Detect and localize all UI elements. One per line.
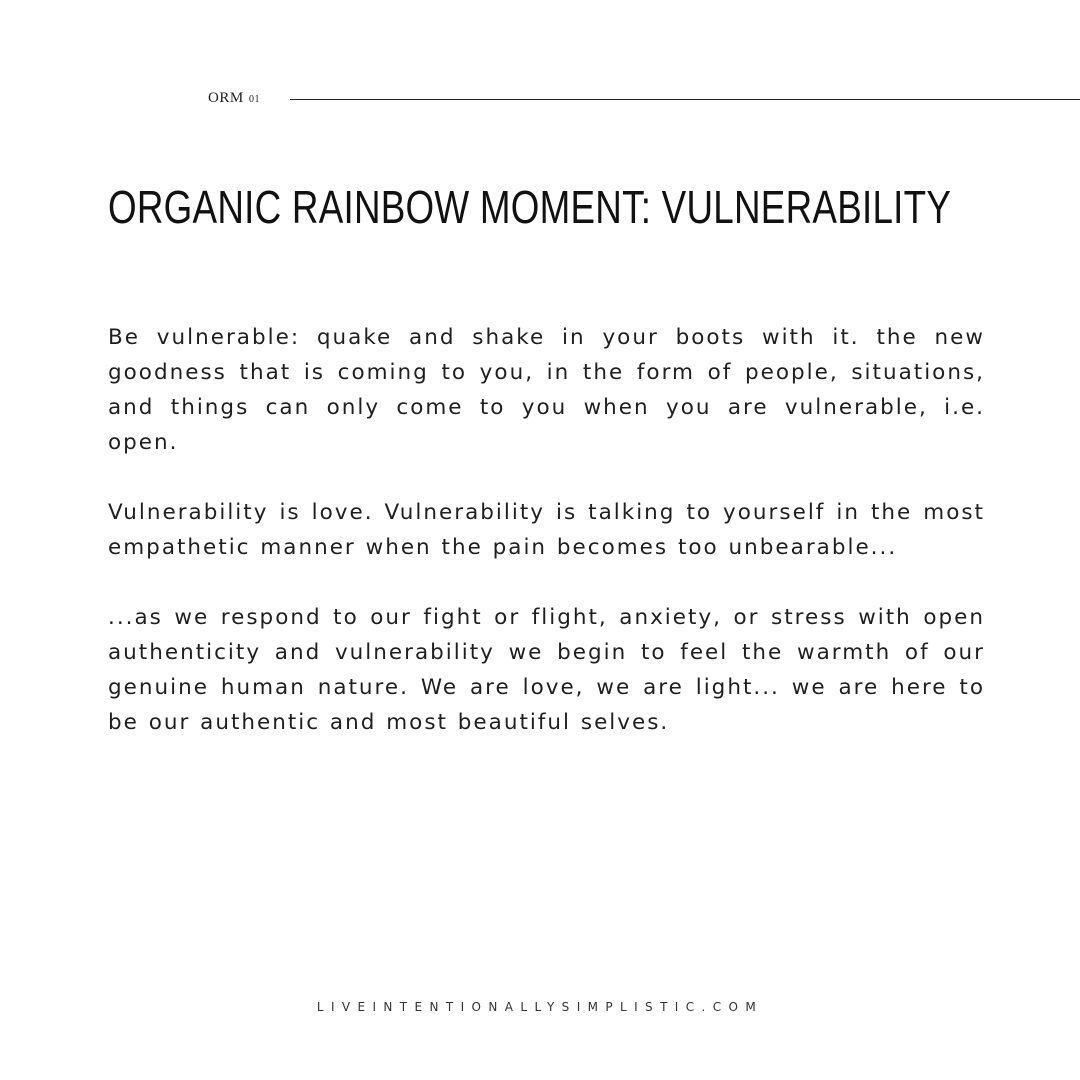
series-label — [208, 90, 260, 107]
page-title: ORGANIC RAINBOW MOMENT: VULNERABILITY — [108, 181, 952, 233]
paragraph-2: Vulnerability is love. Vulnerability is talking to yourself in the most empathetic manner when the pain becomes too unbearable... — [108, 500, 985, 560]
website-footer: LIVEINTENTIONALLYSIMPLISTIC.COM — [316, 1000, 764, 1014]
header-divider — [290, 99, 1080, 100]
series-number: 01 — [248, 94, 260, 105]
body-text — [108, 320, 985, 775]
series-label-text: ORM — [208, 90, 244, 106]
paragraph-1: Be vulnerable: quake and shake in your boots with it. the new goodness that is coming to you, in the form of people, situations, and things can only come to you when you are vulnerable, i.e. open. — [108, 325, 985, 455]
paragraph-3: ...as we respond to our fight or flight, anxiety, or stress with open authenticity and vulnerability we begin to feel the warmth of our genuine human nature. We are love, we are light... we are here to be our authentic and most beautiful selves. — [108, 605, 985, 735]
